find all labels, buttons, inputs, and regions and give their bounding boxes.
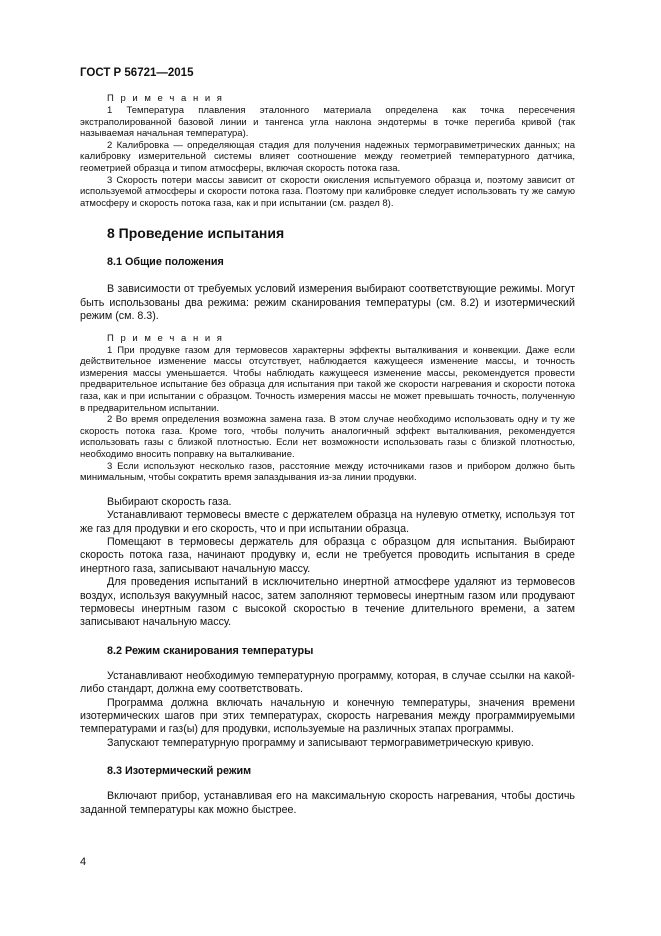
- note-item: 1 Температура плавления эталонного материала определена как точка пересечения экстраполированной базовой линии и тангенса угла наклона эндотермы в точке перегиба кривой (так называемая начальная температура).: [80, 105, 575, 140]
- subsection-heading: 8.3 Изотермический режим: [107, 765, 252, 778]
- subsection-heading: 8.2 Режим сканирования температуры: [107, 644, 314, 657]
- section-heading: 8 Проведение испытания: [107, 225, 285, 242]
- note-item: 1 При продувке газом для термовесов характерны эффекты выталкивания и конвекции. Даже если действительное изменение массы отсутствует, наблюдается кажущееся изменение массы, и точность измерения массы уменьшается. Чтобы наблюдать кажущееся изменение массы, рекомендуется провести предварительное испытание без образца для испытания при такой же скорости нагревания и скорости потока газа, как и при испытании с образцом. Точность измерения массы не может превышать точность, полученную в предварительном испытании.: [80, 344, 575, 414]
- notes-title: П р и м е ч а н и я: [107, 332, 224, 344]
- note-item: 2 Калибровка — определяющая стадия для получения надежных термогравиметрических данных; на калибровку измерительной системы влияет соотношение между геометрией температурного датчика, геометрией образца и типом атмосферы, включая скорость потока газа.: [80, 139, 575, 174]
- paragraph: В зависимости от требуемых условий измерения выбирают соответствующие режимы. Могут быть использованы два режима: режим сканирования температуры (см. 8.2) и изотермический режим (см. 8.3).: [80, 283, 575, 323]
- page-content: [80, 93, 575, 817]
- note-item: 2 Во время определения возможна замена газа. В этом случае необходимо использовать одну и ту же скорость потока газа. Кроме того, чтобы получить аналогичный эффект выталкивания, рекомендуется использовать газы с близкой плотностью. Если нет возможности использовать газы с близкой плотностью, необходимо вносить поправку на выталкивание.: [80, 414, 575, 460]
- note-item: 3 Скорость потери массы зависит от скорости окисления испытуемого образца и, поэтому зависит от используемой атмосферы и скорости потока газа. Поэтому при калибровке следует использовать ту же самую атмосферу и скорость потока газа, как и при испытании (см. раздел 8).: [80, 174, 575, 209]
- paragraph: Для проведения испытаний в исключительно инертной атмосфере удаляют из термовесов воздух, используя вакуумный насос, затем заполняют термовесы инертным газом или продувают термовесы инертным газом с высокой скоростью в течение длительного времени, а затем записывают начальную массу.: [80, 576, 575, 629]
- paragraph: Устанавливают необходимую температурную программу, которая, в случае ссылки на какой-либо стандарт, должна ему соответствовать.: [80, 669, 575, 696]
- note-item: 3 Если используют несколько газов, расстояние между источниками газов и прибором должно быть минимальным, чтобы сократить время запаздывания из-за линии продувки.: [80, 460, 575, 484]
- subsection-heading: 8.1 Общие положения: [107, 256, 224, 269]
- paragraph: Помещают в термовесы держатель для образца с образцом для испытания. Выбирают скорость потока газа, начинают продувку и, если не требуется проводить испытания в среде инертного газа, записывают начальную массу.: [80, 535, 575, 575]
- standard-header: ГОСТ Р 56721—2015: [80, 67, 194, 79]
- paragraph: Включают прибор, устанавливая его на максимальную скорость нагревания, чтобы достичь заданной температуры как можно быстрее.: [80, 790, 575, 816]
- page-number: 4: [80, 856, 87, 868]
- paragraph: Запускают температурную программу и записывают термогравиметрическую кривую.: [107, 736, 534, 749]
- paragraph: Устанавливают термовесы вместе с держателем образца на нулевую отметку, используя тот же газ для продувки и его скорость, что и при испытании образца.: [80, 509, 575, 535]
- paragraph: Выбирают скорость газа.: [107, 495, 232, 508]
- paragraph: Программа должна включать начальную и конечную температуры, значения времени изотермических шагов при этих температурах, скорость нагревания между программируемыми температурами и газ(ы) для продувки, используемые на различных этапах программы.: [80, 696, 575, 736]
- notes-title: П р и м е ч а н и я: [107, 93, 224, 104]
